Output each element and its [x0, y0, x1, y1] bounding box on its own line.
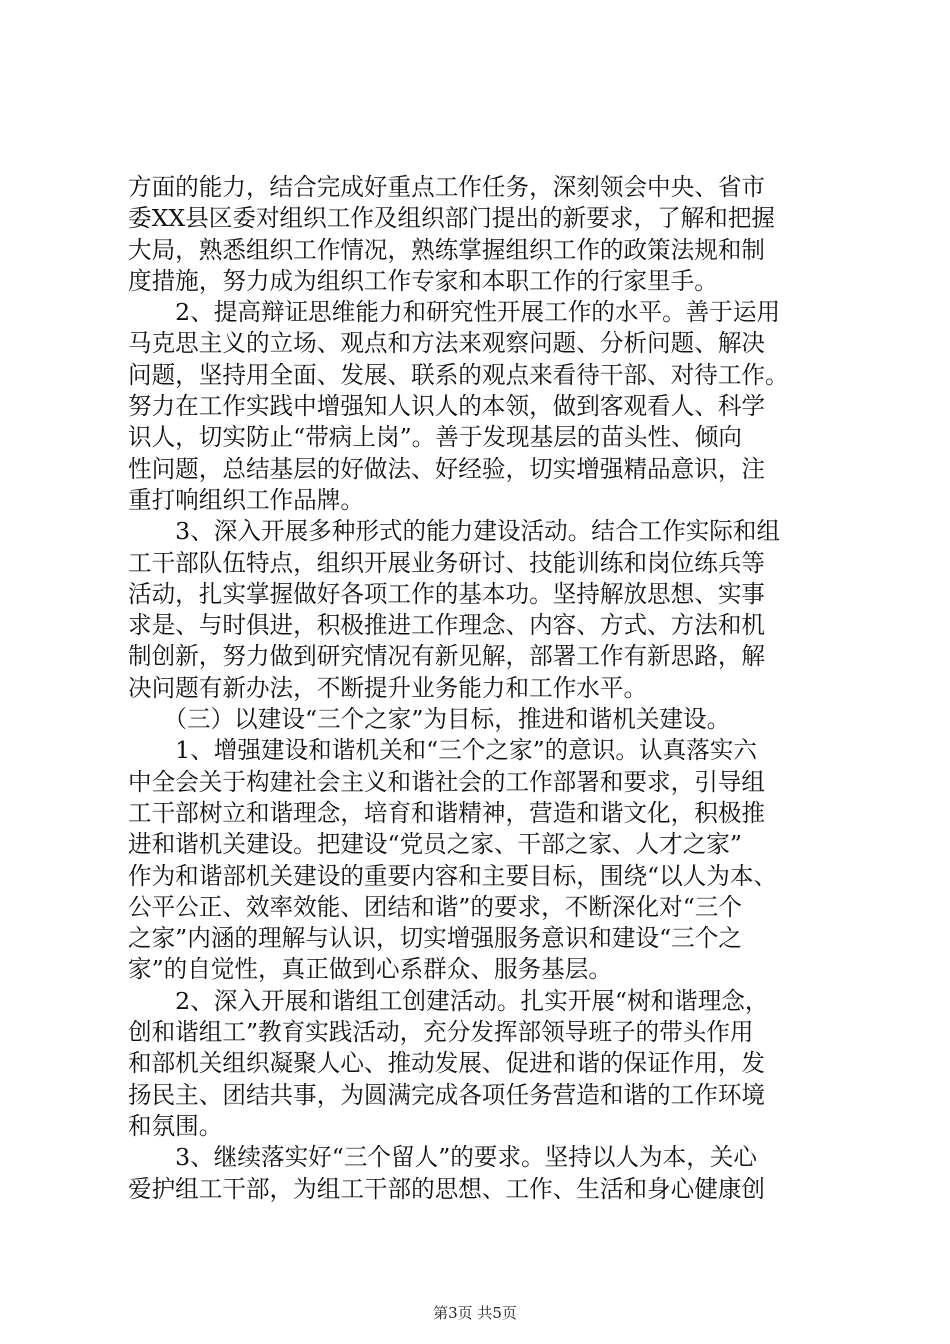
text-line: 工干部队伍特点，组织开展业务研讨、技能训练和岗位练兵等 [128, 548, 766, 577]
text-line: 度措施，努力成为组织工作专家和本职工作的行家里手。 [128, 266, 718, 295]
document-body [128, 172, 848, 1205]
text-line: 问题，坚持用全面、发展、联系的观点来看待干部、对待工作。 [128, 360, 789, 389]
text-line: 决问题有新办法，不断提升业务能力和工作水平。 [128, 673, 648, 702]
text-line: 之家”内涵的理解与认识，切实增强服务意识和建设“三个之 [128, 924, 742, 953]
text-line: 求是、与时俱进，积极推进工作理念、内容、方式、方法和机 [128, 611, 766, 640]
text-line: 中全会关于构建社会主义和谐社会的工作部署和要求，引导组 [128, 767, 766, 796]
text-line: 公平公正、效率效能、团结和谐”的要求，不断深化对“三个 [128, 892, 742, 921]
text-line: 2、深入开展和谐组工创建活动。扎实开展“树和谐理念， [128, 986, 769, 1015]
text-line: 活动，扎实掌握做好各项工作的基本功。坚持解放思想、实事 [128, 579, 766, 608]
text-line: 爱护组工干部，为组工干部的思想、工作、生活和身心健康创 [128, 1174, 766, 1203]
text-line: 3、深入开展多种形式的能力建设活动。结合工作实际和组 [128, 517, 781, 546]
text-line: 扬民主、团结共事，为圆满完成各项任务营造和谐的工作环境 [128, 1080, 766, 1109]
text-line: 大局，熟悉组织工作情况，熟练掌握组织工作的政策法规和制 [128, 235, 766, 264]
text-line: 性问题，总结基层的好做法、好经验，切实增强精品意识，注 [128, 454, 766, 483]
text-line: 制创新，努力做到研究情况有新见解，部署工作有新思路，解 [128, 642, 766, 671]
text-line: 马克思主义的立场、观点和方法来观察问题、分析问题、解决 [128, 329, 766, 358]
text-line: 3、继续落实好“三个留人”的要求。坚持以人为本，关心 [128, 1143, 757, 1172]
text-line: 识人，切实防止“带病上岗”。善于发现基层的苗头性、倾向 [128, 423, 742, 452]
text-line: 作为和谐部机关建设的重要内容和主要目标，围绕“以人为本、 [128, 861, 778, 890]
text-line: 努力在工作实践中增强知人识人的本领，做到客观看人、科学 [128, 392, 766, 421]
text-line: （三）以建设“三个之家”为目标，推进和谐机关建设。 [128, 705, 731, 734]
text-line: 和氛围。 [128, 1111, 223, 1140]
text-line: 创和谐组工”教育实践活动，充分发挥部领导班子的带头作用 [128, 1018, 754, 1047]
text-line: 方面的能力，结合完成好重点工作任务，深刻领会中央、省市 [128, 173, 766, 201]
text-line: 委XX县区委对组织工作及组织部门提出的新要求，了解和把握 [128, 204, 776, 233]
text-line: 工干部树立和谐理念，培育和谐精神，营造和谐文化，积极推 [128, 798, 766, 827]
text-line: 重打响组织工作品牌。 [128, 485, 364, 514]
text-line: 家”的自觉性，真正做到心系群众、服务基层。 [128, 955, 612, 984]
page-number-footer: 第3页 共5页 [433, 1304, 517, 1322]
text-line: 进和谐机关建设。把建设“党员之家、干部之家、人才之家” [128, 830, 742, 859]
text-line: 1、增强建设和谐机关和“三个之家”的意识。认真落实六 [128, 736, 757, 765]
text-line: 和部机关组织凝聚人心、推动发展、促进和谐的保证作用，发 [128, 1049, 766, 1078]
text-line: 2、提高辩证思维能力和研究性开展工作的水平。善于运用 [128, 298, 781, 327]
